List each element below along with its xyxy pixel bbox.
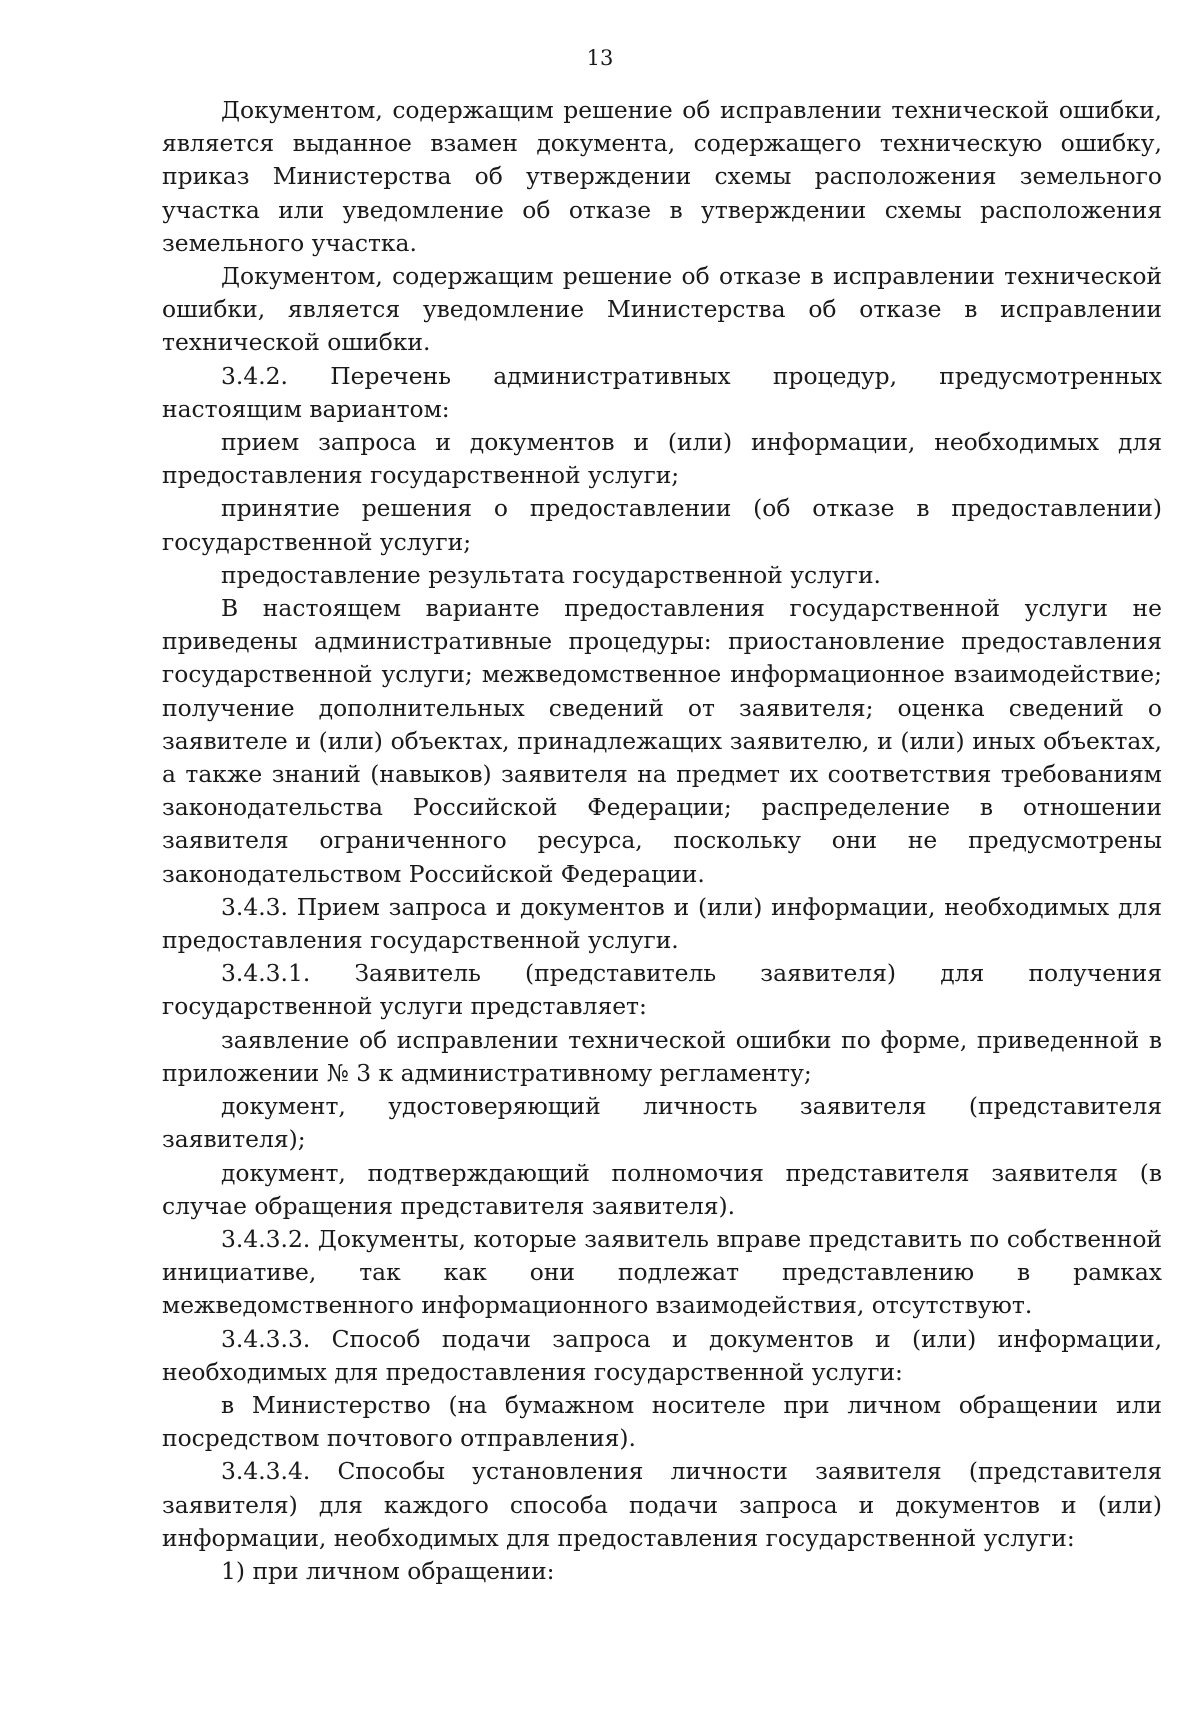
paragraph: 3.4.3.3. Способ подачи запроса и документов и (или) информации, необходимых для предоставления государственной услуги: bbox=[162, 1324, 1162, 1386]
paragraph: прием запроса и документов и (или) информации, необходимых для предоставления государственной услуги; bbox=[162, 428, 1162, 490]
paragraph: 3.4.2. Перечень административных процедур, предусмотренных настоящим вариантом: bbox=[162, 361, 1162, 423]
paragraph: В настоящем варианте предоставления государственной услуги не приведены административные процедуры: приостановление предоставления государственной услуги; межведомственное информационное взаимодействие; получение дополнительных сведений от заявителя; оценка сведений о заявителе и (или) объектах, принадлежащих заявителю, и (или) иных объектах, а также знаний (навыков) заявителя на предмет их соответствия требованиям законодательства Российской Федерации; распределение в отношении заявителя ограниченного ресурса, поскольку они не предусмотрены законодательством Российской Федерации. bbox=[162, 594, 1162, 888]
paragraph: принятие решения о предоставлении (об отказе в предоставлении) государственной услуги; bbox=[162, 494, 1162, 556]
paragraph: Документом, содержащим решение об исправлении технической ошибки, является выданное взамен документа, содержащего техническую ошибку, приказ Министерства об утверждении схемы расположения земельного участка или уведомление об отказе в утверждении схемы расположения земельного участка. bbox=[162, 96, 1162, 257]
paragraph: 1) при личном обращении: bbox=[221, 1556, 555, 1585]
paragraph: 3.4.3.4. Способы установления личности заявителя (представителя заявителя) для каждого способа подачи запроса и документов и (или) информации, необходимых для предоставления государственной услуги: bbox=[162, 1457, 1162, 1552]
paragraph: 3.4.3.1. Заявитель (представитель заявителя) для получения государственной услуги представляет: bbox=[162, 959, 1162, 1021]
paragraph: Документом, содержащим решение об отказе в исправлении технической ошибки, является уведомление Министерства об отказе в исправлении технической ошибки. bbox=[162, 262, 1162, 357]
paragraph: документ, удостоверяющий личность заявителя (представителя заявителя); bbox=[162, 1092, 1162, 1154]
paragraph: документ, подтверждающий полномочия представителя заявителя (в случае обращения представителя заявителя). bbox=[162, 1158, 1162, 1220]
paragraph: 3.4.3.2. Документы, которые заявитель вправе представить по собственной инициативе, так как они подлежат представлению в рамках межведомственного информационного взаимодействия, отсутствуют. bbox=[162, 1224, 1162, 1320]
paragraph: заявление об исправлении технической ошибки по форме, приведенной в приложении № 3 к административному регламенту; bbox=[162, 1025, 1162, 1087]
document-body bbox=[162, 94, 1162, 1588]
page-number: 13 bbox=[586, 46, 614, 70]
paragraph: предоставление результата государственной услуги. bbox=[221, 560, 881, 589]
paragraph: 3.4.3. Прием запроса и документов и (или) информации, необходимых для предоставления государственной услуги. bbox=[162, 892, 1162, 955]
paragraph: в Министерство (на бумажном носителе при личном обращении или посредством почтового отправления). bbox=[162, 1390, 1162, 1453]
